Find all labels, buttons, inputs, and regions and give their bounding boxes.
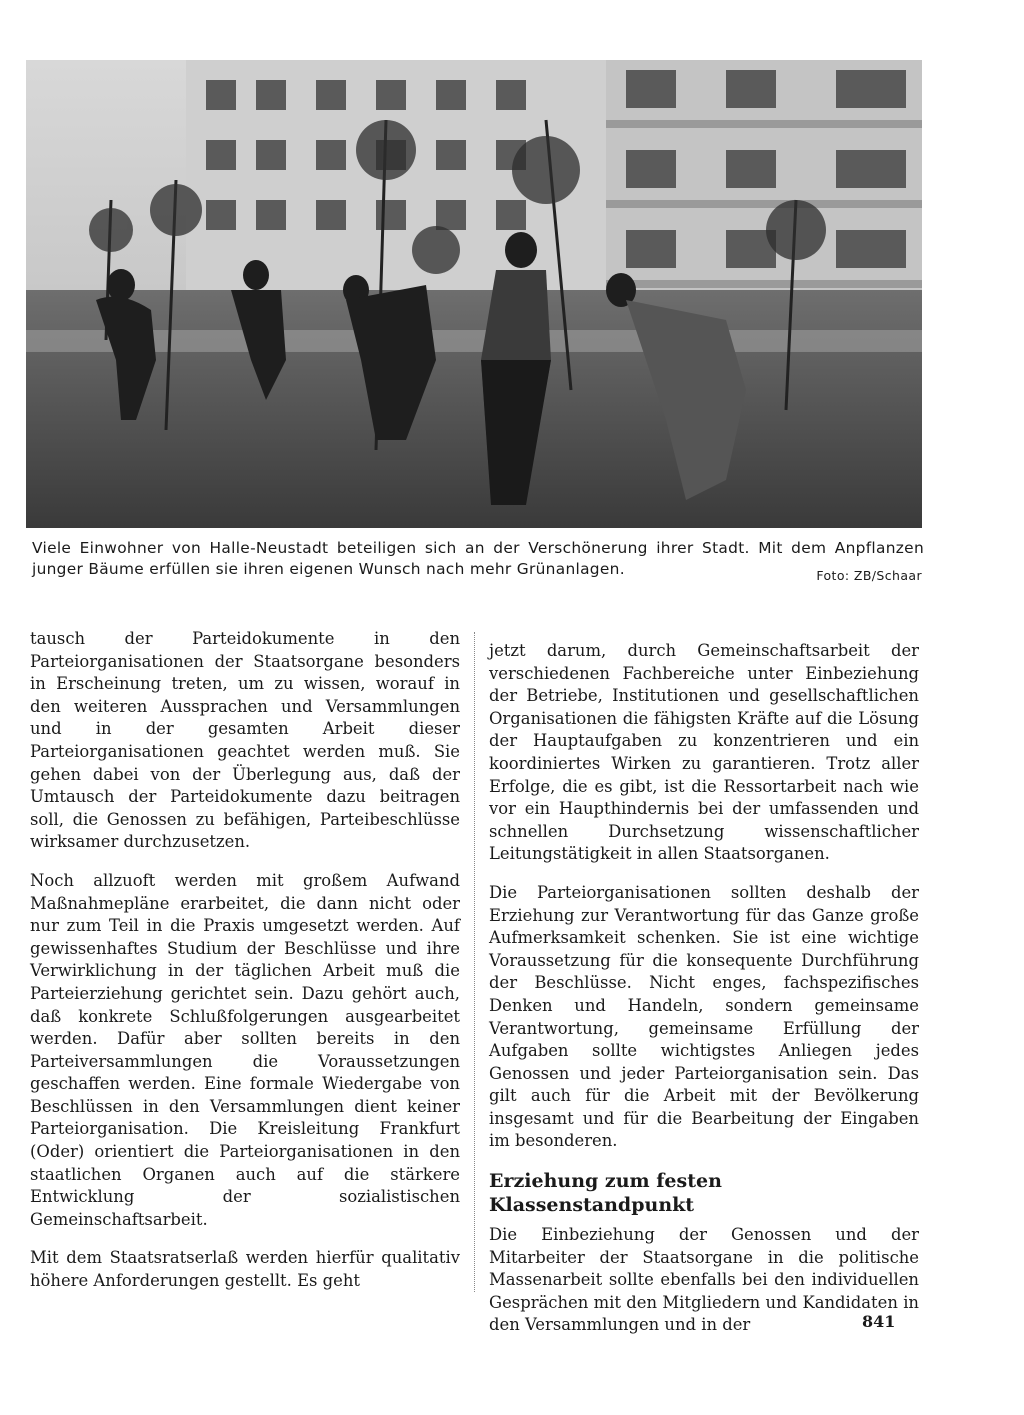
paragraph: jetzt darum, durch Gemeinschaftsarbeit der verschiedenen Fachbereiche unter Einbeziehung der Betriebe, Institutionen und gesellschaftlichen Organisationen die fähigsten Kräfte auf die Lösung der Hauptaufgaben zu konzentrieren und ein koordiniertes Wirken zu garantieren. Trotz aller Erfolge, die es gibt, ist die Ressortarbeit nach wie vor ein Haupthindernis bei der umfassenden und schnellen Durchsetzung wissenschaftlicher Leitungstätigkeit in allen Staatsorganen.	[489, 641, 919, 864]
lawn	[26, 290, 922, 528]
left-column	[30, 628, 460, 1309]
photo-credit: Foto: ZB/Schaar	[816, 568, 922, 583]
page-number: 841	[862, 1312, 896, 1331]
paragraph: Die Parteiorganisationen sollten deshalb der Erziehung zur Verantwortung für das Ganze große Aufmerksamkeit schenken. Sie ist eine wichtige Voraussetzung für die konsequente Durchführung der Beschlüsse. Nicht enges, fachspezifisches Denken und Handeln, sondern gemeinsame Verantwortung, gemeinsame Erfüllung der Aufgaben sollte wichtigstes Anliegen jedes Genossen und jeder Parteiorganisation sein. Das gilt auch für die Arbeit mit der Bevölkerung insgesamt und für die Bearbeitung der Eingaben im besonderen.	[489, 882, 919, 1151]
photo-tree-planting	[26, 60, 922, 528]
photo-caption	[32, 538, 924, 583]
paragraph: Die Einbeziehung der Genossen und der Mitarbeiter der Staatsorgane in die politische Massenarbeit sollte ebenfalls bei den individuellen Gesprächen mit den Mitgliedern und Kandidaten in den Versammlungen und in der	[489, 1225, 919, 1335]
paragraph: tausch der Parteidokumente in den Parteiorganisationen der Staatsorgane besonders in Erscheinung treten, um zu wissen, worauf in den weiteren Aussprachen und Versammlungen und in der gesamten Arbeit dieser Parteiorganisationen geachtet werden muß. Sie gehen dabei von der Überlegung aus, daß der Umtausch der Parteidokumente dazu beitragen soll, die Genossen zu befähigen, Parteibeschlüsse wirksamer durchzusetzen.	[30, 629, 460, 852]
right-column	[489, 640, 919, 1353]
caption-text: Viele Einwohner von Halle-Neustadt beteiligen sich an der Verschönerung ihrer Stadt. Mit dem Anpflanzen junger Bäume erfüllen sie ihren eigenen Wunsch nach mehr Grünanlagen.	[32, 539, 924, 578]
column-divider	[474, 632, 475, 1292]
photo-illustration	[26, 60, 922, 528]
paragraph: Mit dem Staatsratserlaß werden hierfür qualitativ höhere Anforderungen gestellt. Es geht	[30, 1248, 460, 1291]
section-heading: Erziehung zum festen Klassenstandpunkt	[489, 1170, 722, 1217]
paragraph: Noch allzuoft werden mit großem Aufwand Maßnahmepläne erarbeitet, die dann nicht oder nur zum Teil in die Praxis umgesetzt werden. Auf gewissenhaftes Studium der Beschlüsse und ihre Verwirklichung in der täglichen Arbeit muß die Parteierziehung gerichtet sein. Dazu gehört auch, daß konkrete Schlußfolgerungen ausgearbeitet werden. Dafür aber sollten bereits in den Parteiversammlungen die Voraussetzungen geschaffen werden. Eine formale Wiedergabe von Beschlüssen in den Versammlungen dient keiner Parteiorganisation. Die Kreisleitung Frankfurt (Oder) orientiert die Parteiorganisationen in den staatlichen Organen auch auf die stärkere Entwicklung der sozialistischen Gemeinschaftsarbeit.	[30, 870, 460, 1229]
